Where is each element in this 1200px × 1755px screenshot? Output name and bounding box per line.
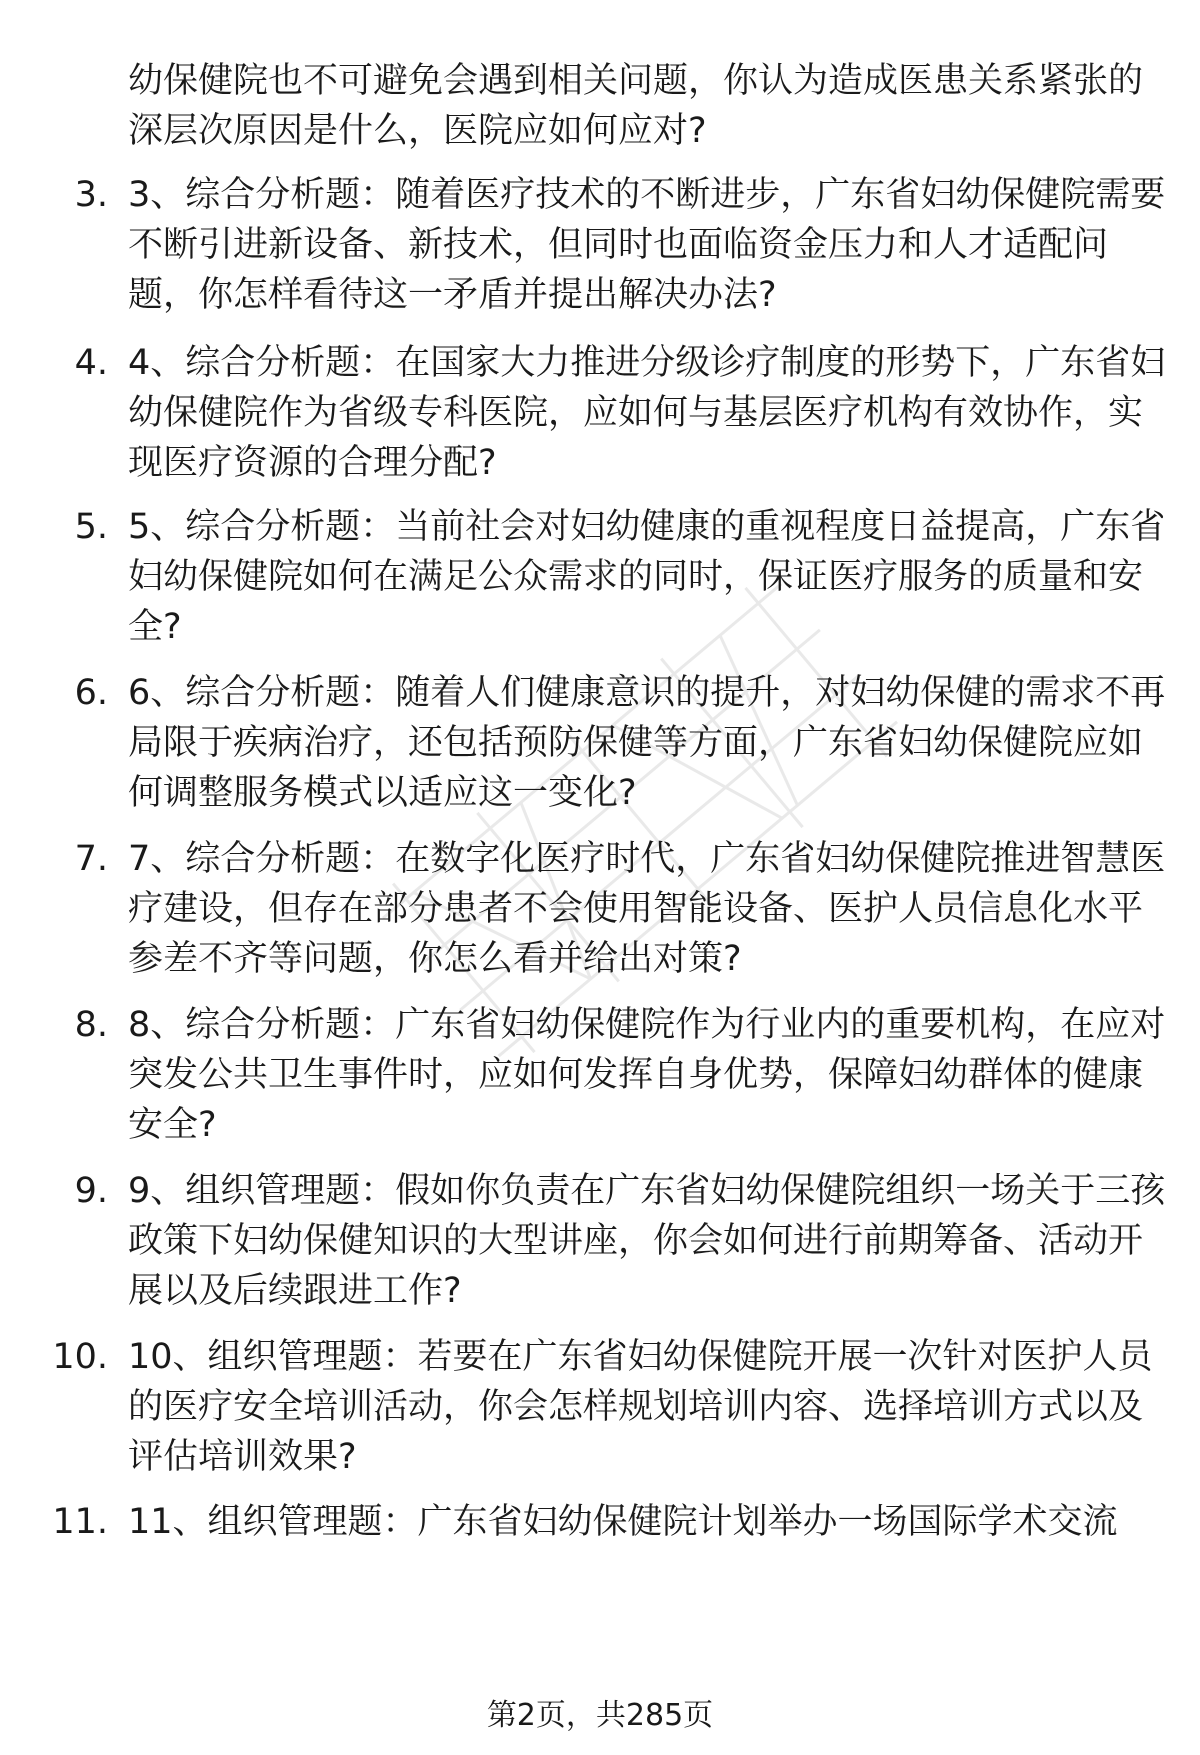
question-number: 9.: [74, 1171, 108, 1211]
question-number: 10.: [52, 1337, 108, 1377]
question-text: 10、组织管理题：若要在广东省妇幼保健院开展一次针对医护人员的医疗安全培训活动，你会怎样规划培训内容、选择培训方式以及评估培训效果?: [128, 1337, 1153, 1477]
page-footer: 第2页，共285页: [486, 1698, 714, 1733]
question-text: 3、综合分析题：随着医疗技术的不断进步，广东省妇幼保健院需要不断引进新设备、新技术，但同时也面临资金压力和人才适配问题，你怎样看待这一矛盾并提出解决办法?: [128, 175, 1166, 315]
question-text: 9、组织管理题：假如你负责在广东省妇幼保健院组织一场关于三孩政策下妇幼保健知识的大型讲座，你会如何进行前期筹备、活动开展以及后续跟进工作?: [128, 1171, 1166, 1311]
question-text: 6、综合分析题：随着人们健康意识的提升，对妇幼保健的需求不再局限于疾病治疗，还包括预防保健等方面，广东省妇幼保健院应如何调整服务模式以适应这一变化?: [128, 673, 1166, 813]
question-number: 8.: [74, 1005, 108, 1045]
question-number: 11.: [52, 1502, 108, 1542]
question-number: 4.: [74, 343, 108, 383]
question-continuation: 幼保健院也不可避免会遇到相关问题，你认为造成医患关系紧张的深层次原因是什么，医院应如何应对?: [128, 61, 1144, 151]
question-text: 11、组织管理题：广东省妇幼保健院计划举办一场国际学术交流: [128, 1502, 1118, 1542]
question-number: 7.: [74, 839, 108, 879]
question-number: 6.: [74, 673, 108, 713]
question-text: 7、综合分析题：在数字化医疗时代，广东省妇幼保健院推进智慧医疗建设，但存在部分患者不会使用智能设备、医护人员信息化水平参差不齐等问题，你怎么看并给出对策?: [128, 839, 1166, 979]
question-number: 3.: [74, 175, 108, 215]
question-text: 5、综合分析题：当前社会对妇幼健康的重视程度日益提高，广东省妇幼保健院如何在满足公众需求的同时，保证医疗服务的质量和安全?: [128, 507, 1166, 647]
question-number: 5.: [74, 507, 108, 547]
question-text: 4、综合分析题：在国家大力推进分级诊疗制度的形势下，广东省妇幼保健院作为省级专科医院，应如何与基层医疗机构有效协作，实现医疗资源的合理分配?: [128, 343, 1166, 483]
question-text: 8、综合分析题：广东省妇幼保健院作为行业内的重要机构，在应对突发公共卫生事件时，应如何发挥自身优势，保障妇幼群体的健康安全?: [128, 1005, 1166, 1145]
